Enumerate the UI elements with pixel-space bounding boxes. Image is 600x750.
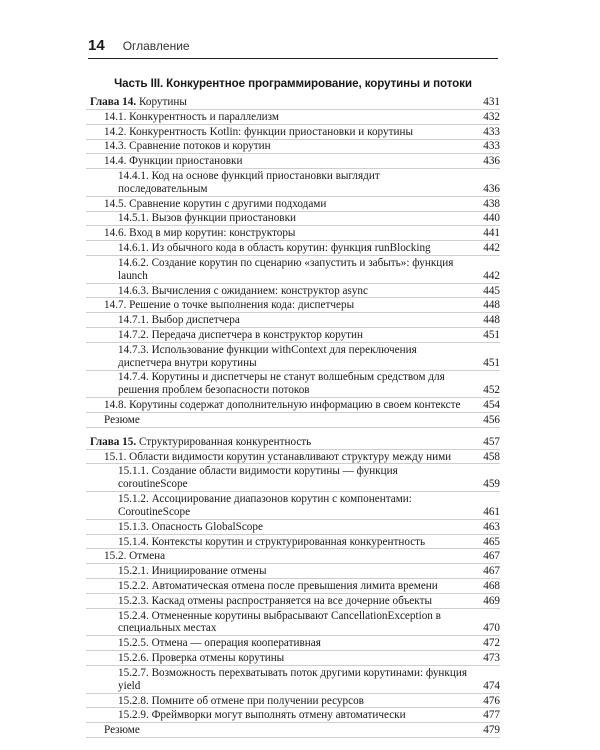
toc-page-number: 456 bbox=[483, 413, 500, 426]
toc-entry bbox=[86, 126, 500, 140]
toc-page-number: 438 bbox=[483, 197, 500, 210]
toc-entry bbox=[86, 536, 500, 550]
toc-entry bbox=[86, 695, 500, 709]
toc-entry bbox=[86, 565, 500, 579]
toc-page-number: 433 bbox=[483, 125, 500, 138]
running-head bbox=[88, 37, 498, 59]
toc-page-number: 477 bbox=[483, 709, 500, 722]
page-number: 14 bbox=[88, 37, 105, 54]
toc-page-number: 463 bbox=[483, 520, 500, 533]
toc-entry-title: 15.1. Области видимости корутин устанавливают структуру между ними bbox=[104, 450, 452, 463]
part-title: Часть III. Конкурентное программирование, корутины и потоки bbox=[114, 77, 472, 90]
toc-entry bbox=[86, 610, 500, 637]
toc-entry-title: 15.1.2. Ассоциирование диапазонов корутин с компонентами: CoroutineScope bbox=[118, 493, 412, 518]
toc-entry-title: 14.6.1. Из обычного кода в область корутин: функция runBlocking bbox=[118, 242, 431, 255]
toc-entry bbox=[86, 212, 500, 226]
toc-page-number: 445 bbox=[483, 284, 500, 297]
toc-page-number: 459 bbox=[483, 478, 500, 491]
toc-entry bbox=[86, 227, 500, 241]
toc-entry-title: 15.2.4. Отмененные корутины выбрасывают CancellationException в специальных местах bbox=[118, 609, 441, 635]
toc-entry-title: 14.7.2. Передача диспетчера в конструктор корутин bbox=[118, 328, 363, 341]
toc-entry-title: 14.7.4. Корутины и диспетчеры не станут волшебным средством для решения проблем безопасности потоков bbox=[118, 371, 445, 397]
toc-page-number: 440 bbox=[483, 212, 500, 225]
toc-page-number: 457 bbox=[483, 435, 500, 448]
chapter-title: Структурированная конкурентность bbox=[136, 435, 312, 448]
toc-entry-title: 14.1. Конкурентность и параллелизм bbox=[104, 110, 280, 123]
toc-page-number: 454 bbox=[483, 399, 500, 412]
toc-entry-title: 15.2.7. Возможность перехватывать поток другими корутинами: функция yield bbox=[118, 666, 467, 692]
toc-entry-title: 14.4. Функции приостановки bbox=[104, 155, 243, 168]
toc-entry bbox=[86, 198, 500, 212]
toc-entry bbox=[86, 111, 500, 125]
toc-entry bbox=[86, 709, 500, 723]
toc-page-number: 452 bbox=[483, 384, 500, 397]
toc-page-number: 442 bbox=[483, 269, 500, 282]
toc-page-number: 474 bbox=[483, 679, 500, 692]
toc-entry-title: 14.6.3. Вычисления с ожиданием: конструктор async bbox=[118, 284, 368, 297]
toc-page-number: 465 bbox=[483, 535, 500, 548]
toc-entry-title: 15.1.3. Опасность GlobalScope bbox=[118, 520, 263, 533]
toc-entry bbox=[86, 637, 500, 651]
toc-entry-title: 14.6.2. Создание корутин по сценарию «запустить и забыть»: функция launch bbox=[118, 256, 454, 282]
toc-entry-title: 14.6. Вход в мир корутин: конструкторы bbox=[104, 227, 296, 240]
chapter-label: Глава 14. bbox=[90, 96, 137, 108]
toc-entry-title: 14.7.1. Выбор диспетчера bbox=[118, 314, 240, 327]
toc-entry bbox=[86, 580, 500, 594]
toc-entry bbox=[86, 299, 500, 313]
toc-entry bbox=[86, 371, 500, 398]
toc-page-number: 469 bbox=[483, 594, 500, 607]
toc-entry-title: 14.7. Решение о точке выполнения кода: диспетчеры bbox=[104, 299, 355, 312]
toc-entry-title: Резюме bbox=[104, 724, 140, 737]
chapter-label: Глава 15. bbox=[90, 435, 137, 448]
toc-page-number: 433 bbox=[483, 140, 500, 153]
toc-page-number: 467 bbox=[483, 550, 500, 563]
toc-entry-title: 15.1.4. Контексты корутин и структурированная конкурентность bbox=[118, 535, 426, 548]
chapter-spacer bbox=[86, 429, 500, 436]
toc-entry bbox=[86, 170, 500, 197]
toc-entry-title: 14.5.1. Вызов функции приостановки bbox=[118, 212, 296, 225]
toc-page-number: 442 bbox=[483, 242, 500, 255]
toc-entry-title: 15.2. Отмена bbox=[104, 550, 166, 563]
toc-entry bbox=[86, 652, 500, 666]
toc-page-number: 448 bbox=[483, 314, 500, 327]
toc-entry bbox=[86, 550, 500, 564]
section-name: Оглавление bbox=[122, 39, 190, 53]
toc-entry-title: 14.5. Сравнение корутин с другими подходами bbox=[104, 197, 327, 210]
toc-page-number: 467 bbox=[483, 565, 500, 578]
toc-entry bbox=[86, 667, 500, 694]
toc-entry-title: 14.8. Корутины содержат дополнительную информацию в своем контексте bbox=[104, 399, 461, 412]
toc-page-number: 476 bbox=[483, 694, 500, 707]
toc-entry bbox=[86, 465, 500, 492]
chapter-title: Корутины bbox=[136, 96, 187, 108]
toc-entry-title: 14.2. Конкурентность Kotlin: функции приостановки и корутины bbox=[104, 125, 413, 138]
toc-entry bbox=[86, 257, 500, 284]
toc-entry-title: 15.2.8. Помните об отмене при получении ресурсов bbox=[118, 694, 364, 707]
toc-entry-title: 15.2.1. Инициирование отмены bbox=[118, 565, 267, 578]
toc-page-number: 436 bbox=[483, 182, 500, 195]
toc-entry-title: 15.2.3. Каскад отмены распространяется на все дочерние объекты bbox=[118, 594, 432, 607]
toc-entry-title: 14.4.1. Код на основе функций приостановки выглядит последовательным bbox=[118, 169, 380, 195]
toc-entry-title: Резюме bbox=[104, 413, 140, 426]
toc-entry bbox=[86, 521, 500, 535]
toc-entry-title: 15.2.5. Отмена — операция кооперативная bbox=[118, 637, 321, 650]
toc-entry-title: 15.2.6. Проверка отмены корутины bbox=[118, 652, 285, 665]
toc-page-number: 441 bbox=[483, 227, 500, 240]
toc-page-number: 472 bbox=[483, 637, 500, 650]
toc-page-number: 479 bbox=[483, 724, 500, 737]
toc-page-number: 451 bbox=[483, 356, 500, 369]
toc-entry-title bbox=[90, 96, 474, 109]
toc-page-number: 436 bbox=[483, 155, 500, 168]
toc-entry bbox=[86, 314, 500, 328]
toc-entry bbox=[86, 242, 500, 256]
toc-entry bbox=[86, 285, 500, 299]
toc-entry-title: 14.7.3. Использование функции withContext для переключения диспетчера внутри корутины bbox=[118, 343, 417, 369]
toc-page-number: 432 bbox=[483, 110, 500, 123]
toc-page-number: 431 bbox=[483, 96, 500, 108]
toc-page-number: 448 bbox=[483, 299, 500, 312]
toc-entry-title: 14.3. Сравнение потоков и корутин bbox=[104, 140, 271, 153]
toc-page-number: 461 bbox=[483, 505, 500, 518]
toc-entry-title: 15.1.1. Создание области видимости корутины — функция coroutineScope bbox=[118, 465, 398, 491]
toc-entry bbox=[86, 344, 500, 371]
toc-chapter-entry bbox=[86, 436, 500, 450]
toc-entry bbox=[86, 329, 500, 343]
toc-entry-title: 15.2.2. Автоматическая отмена после превышения лимита времени bbox=[118, 579, 438, 592]
toc-entry bbox=[86, 399, 500, 413]
toc-entry bbox=[86, 724, 500, 738]
toc-page-number: 473 bbox=[483, 652, 500, 665]
toc-entry bbox=[86, 140, 500, 154]
toc-entry-title bbox=[90, 436, 474, 449]
toc-page-number: 458 bbox=[483, 450, 500, 463]
toc-entry bbox=[86, 451, 500, 465]
toc-entry bbox=[86, 595, 500, 609]
toc-entry bbox=[86, 414, 500, 428]
toc-entry-title: 15.2.9. Фреймворки могут выполнять отмену автоматически bbox=[118, 709, 406, 722]
toc-chapter-entry bbox=[86, 96, 500, 110]
toc-entry bbox=[86, 493, 500, 520]
toc-page-number: 468 bbox=[483, 579, 500, 592]
toc-entry bbox=[86, 155, 500, 169]
table-of-contents bbox=[86, 96, 500, 739]
toc-page-number: 451 bbox=[483, 328, 500, 341]
toc-page-number: 470 bbox=[483, 622, 500, 635]
